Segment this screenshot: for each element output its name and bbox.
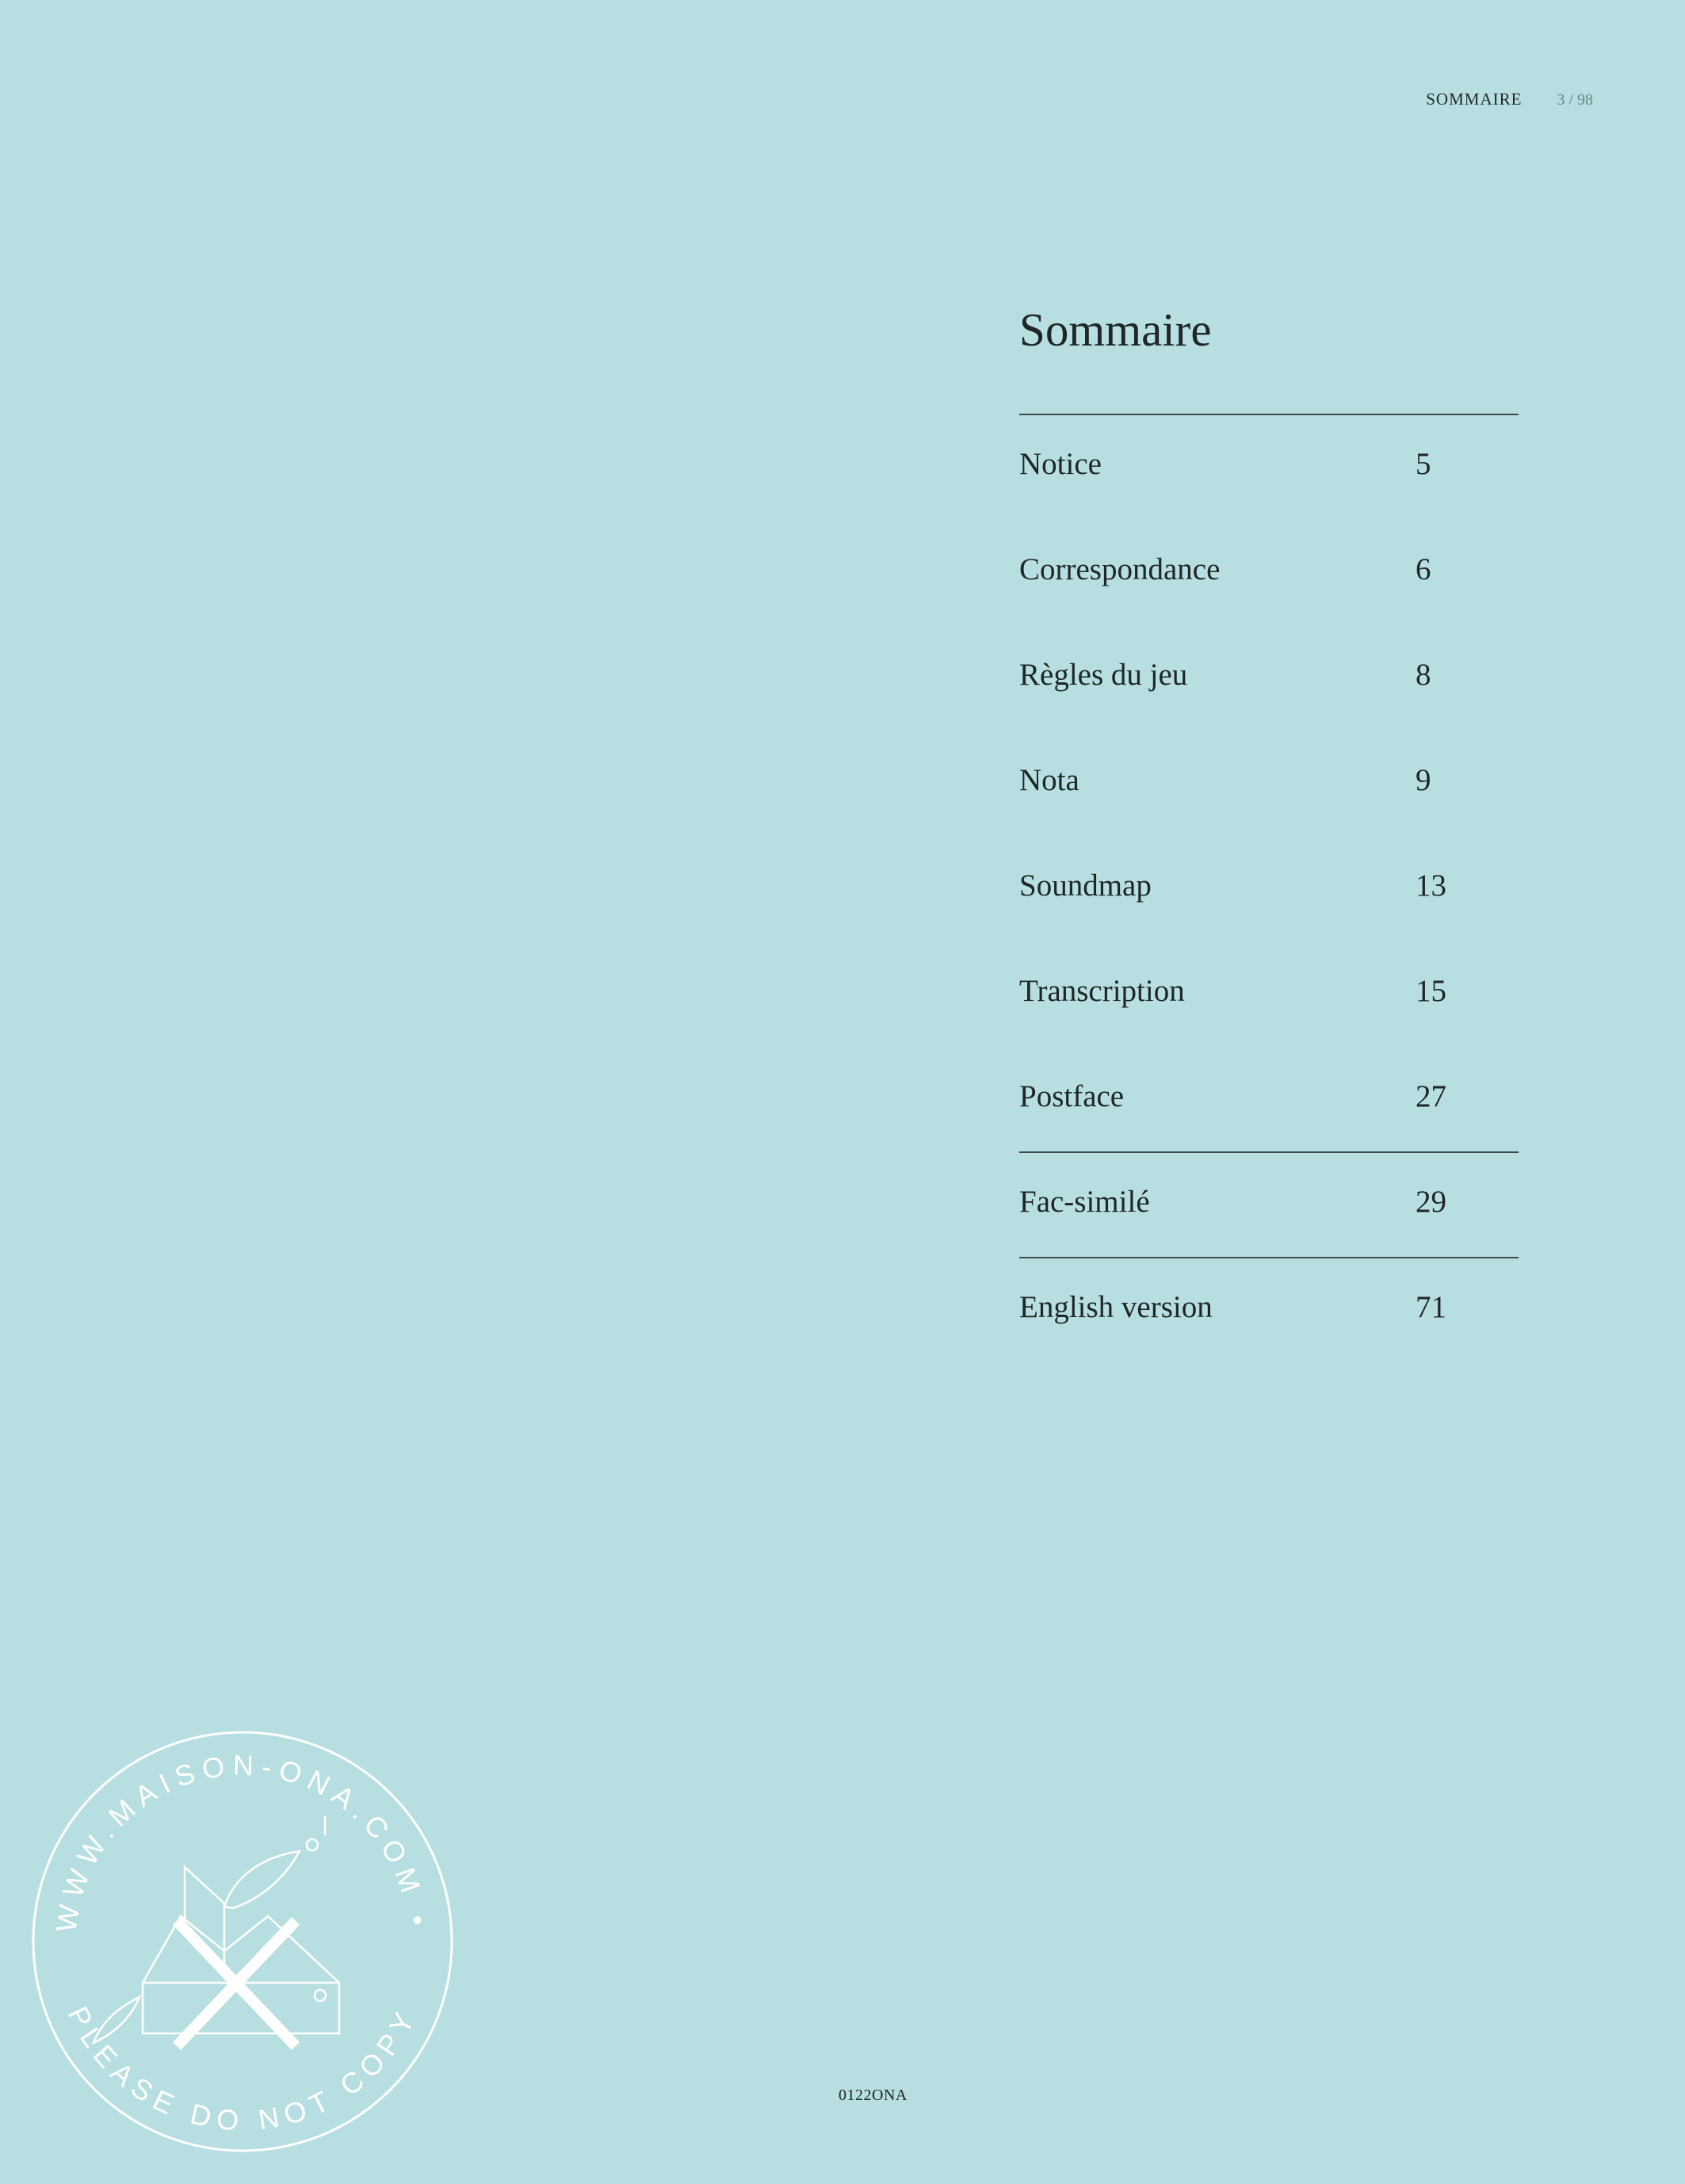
toc-list [1019, 415, 1519, 1364]
toc-entry[interactable] [1019, 1153, 1519, 1258]
page-counter: 3 / 98 [1557, 91, 1593, 109]
catalog-code: 0122ONA [839, 2087, 907, 2104]
toc-entry-label: English version [1019, 1290, 1213, 1324]
table-of-contents [1019, 298, 1519, 1364]
stamp-ring [33, 1732, 452, 2151]
toc-entry-label: Nota [1019, 763, 1079, 797]
toc-entry-page: 8 [1416, 658, 1431, 692]
stamp-top-text: WWW.MAISON-ONA.COM • [49, 1748, 435, 1934]
toc-entry-page: 29 [1416, 1185, 1446, 1219]
toc-entry[interactable] [1019, 942, 1519, 1048]
page-title: Sommaire [1019, 304, 1212, 356]
toc-entry-label: Fac-similé [1019, 1185, 1150, 1219]
toc-entry[interactable] [1019, 1258, 1519, 1364]
toc-entry-page: 71 [1416, 1290, 1446, 1324]
toc-entry[interactable] [1019, 837, 1519, 942]
running-head [1426, 90, 1593, 109]
toc-entry[interactable] [1019, 731, 1519, 837]
toc-entry[interactable] [1019, 626, 1519, 731]
toc-entry-page: 13 [1416, 869, 1446, 903]
toc-entry-page: 9 [1416, 763, 1431, 797]
toc-entry-page: 27 [1416, 1079, 1446, 1113]
toc-entry[interactable] [1019, 1048, 1519, 1153]
toc-entry[interactable] [1019, 521, 1519, 626]
toc-entry[interactable] [1019, 415, 1519, 521]
toc-entry-label: Correspondance [1019, 552, 1221, 586]
toc-entry-label: Notice [1019, 447, 1102, 481]
toc-entry-page: 6 [1416, 552, 1431, 586]
toc-entry-label: Règles du jeu [1019, 658, 1188, 692]
stamp-bottom-text: PLEASE DO NOT COPY [61, 2001, 424, 2137]
toc-entry-page: 5 [1416, 447, 1431, 481]
running-section-title: SOMMAIRE [1426, 90, 1523, 109]
toc-entry-label: Postface [1019, 1079, 1125, 1113]
toc-entry-label: Transcription [1019, 974, 1185, 1008]
watermark-stamp [30, 1729, 455, 2154]
toc-entry-label: Soundmap [1019, 869, 1152, 903]
toc-entry-page: 15 [1416, 974, 1446, 1008]
stamp-svg [30, 1729, 455, 2154]
